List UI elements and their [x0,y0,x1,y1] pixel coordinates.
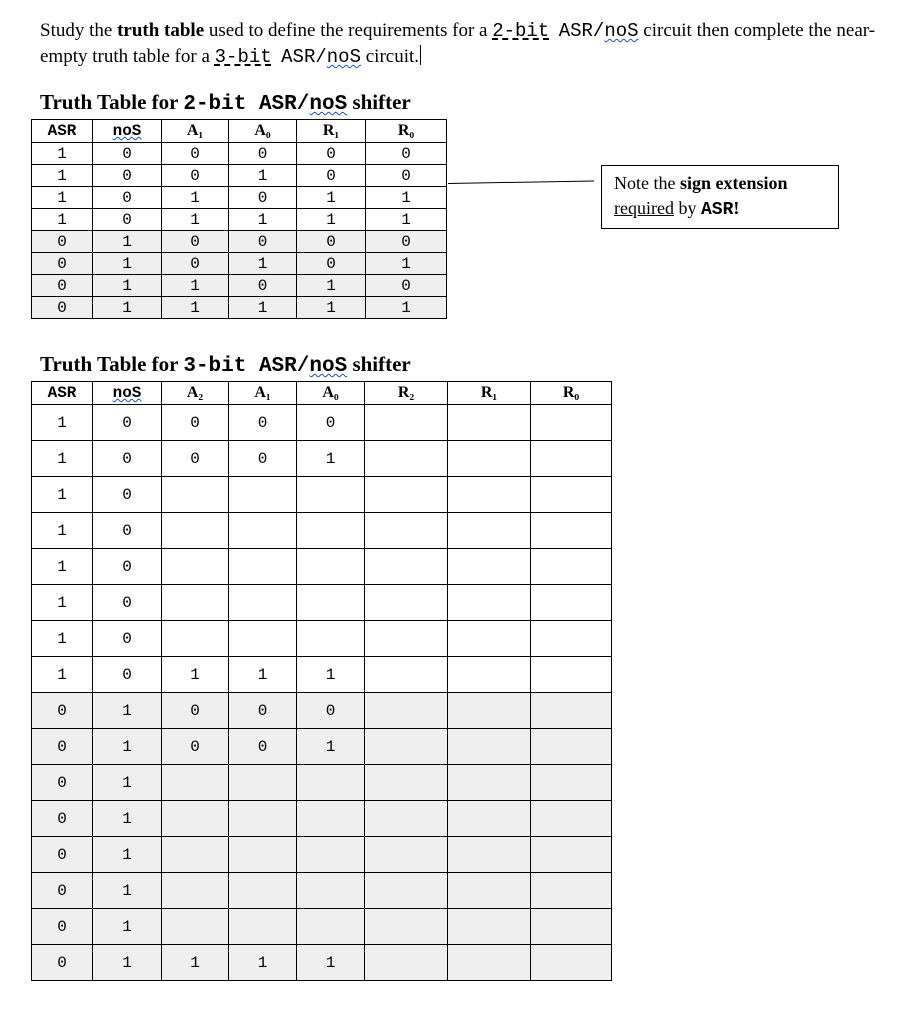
table-row [32,765,612,801]
table-cell: 0 [229,405,297,441]
table-cell: 1 [32,209,93,231]
table-cell[interactable] [448,729,531,765]
intro-code-3bit: 3-bit [214,46,272,68]
table-cell: 0 [32,873,93,909]
table-cell: 1 [297,209,366,231]
table-cell: 0 [32,945,93,981]
table-cell: 1 [93,729,162,765]
table2-title-suffix: shifter [347,90,411,114]
intro-text-2: used to define the requirements for a [204,20,493,41]
table-row [32,621,612,657]
truth-table-3bit [31,381,612,981]
table-cell[interactable] [162,621,229,657]
table-cell: 0 [93,513,162,549]
table-cell: 0 [229,729,297,765]
table-cell: 1 [32,549,93,585]
intro-text-1: Study the [40,20,118,41]
table-cell[interactable] [297,621,365,657]
table-cell: 1 [229,297,297,319]
table-cell[interactable] [162,549,229,585]
table-cell: 1 [162,945,229,981]
note-text-2: by [673,198,701,218]
table-row [32,729,612,765]
table-cell: 0 [93,143,162,165]
table-cell[interactable] [162,837,229,873]
table-row [32,873,612,909]
table-cell: 1 [366,253,447,275]
table-cell: 1 [93,873,162,909]
instructions-paragraph [40,18,890,70]
table-cell[interactable] [448,873,531,909]
table-cell[interactable] [365,585,448,621]
table-row [32,837,612,873]
table-cell[interactable] [297,837,365,873]
table-cell[interactable] [365,657,448,693]
table-cell: 0 [93,165,162,187]
table2-title [40,90,411,116]
table-cell[interactable] [448,945,531,981]
table-cell[interactable] [531,513,612,549]
table-cell[interactable] [162,513,229,549]
header-asr: ASR [32,382,93,405]
table-row [32,441,612,477]
table-cell[interactable] [531,801,612,837]
table-cell: 1 [297,187,366,209]
table-cell: 1 [32,477,93,513]
table3-title-code: 3-bit ASR/ [183,355,310,378]
table-cell: 1 [162,657,229,693]
table-cell: 0 [32,729,93,765]
table-cell: 0 [93,477,162,513]
table-cell[interactable] [448,837,531,873]
table-row [32,477,612,513]
table-cell: 1 [162,297,229,319]
table-cell: 1 [93,693,162,729]
table-cell[interactable] [531,477,612,513]
table-cell: 1 [93,945,162,981]
table-cell: 0 [366,231,447,253]
table-cell: 0 [32,909,93,945]
intro-code-asr-2: ASR/ [281,46,327,68]
intro-text-4: circuit. [360,46,420,67]
header-col-4: A₀ [297,382,365,405]
table-cell[interactable] [297,585,365,621]
table-cell: 1 [93,231,162,253]
table-cell[interactable] [448,513,531,549]
header-nos: noS [93,382,162,405]
table-cell: 0 [297,405,365,441]
table-cell[interactable] [297,801,365,837]
table-cell: 0 [229,187,297,209]
table-cell[interactable] [365,909,448,945]
intro-text-3: circuit then complete the near-empty truth table for a [40,20,876,67]
table-cell: 0 [93,441,162,477]
table-cell: 0 [93,187,162,209]
table-cell[interactable] [229,873,297,909]
table-cell: 1 [32,165,93,187]
table-cell[interactable] [365,945,448,981]
table-cell: 1 [229,253,297,275]
table-cell[interactable] [297,549,365,585]
table-row [32,549,612,585]
table-cell: 0 [32,253,93,275]
table-cell[interactable] [229,549,297,585]
table-cell: 0 [229,231,297,253]
table-cell: 0 [93,657,162,693]
header-col-3: A₀ [229,120,297,143]
intro-code-asr: ASR/ [558,20,605,42]
table-cell[interactable] [531,909,612,945]
intro-code-nos: noS [604,20,639,42]
intro-bold-truth-table: truth table [117,20,205,41]
header-asr: ASR [32,120,93,143]
table-cell: 1 [229,945,297,981]
table-cell: 1 [366,297,447,319]
table-cell[interactable] [162,909,229,945]
table-cell: 1 [297,275,366,297]
header-col-2: A₂ [162,382,229,405]
table-cell: 0 [93,549,162,585]
table-row [32,657,612,693]
table-cell: 1 [229,165,297,187]
table-row [32,585,612,621]
table-cell[interactable] [162,801,229,837]
table-cell[interactable] [531,945,612,981]
table-cell[interactable] [448,549,531,585]
table-cell: 1 [297,657,365,693]
table-cell[interactable] [365,837,448,873]
table-cell: 1 [162,209,229,231]
table-cell[interactable] [448,909,531,945]
table-cell[interactable] [531,693,612,729]
table-cell: 0 [229,275,297,297]
table-cell: 1 [32,585,93,621]
table-cell: 1 [366,187,447,209]
table-cell[interactable] [448,765,531,801]
table-cell[interactable] [448,441,531,477]
table-cell: 0 [162,253,229,275]
header-col-5: R₀ [366,120,447,143]
table-cell[interactable] [297,765,365,801]
table-cell: 1 [229,209,297,231]
table3-title [40,352,411,378]
table-cell: 1 [93,765,162,801]
table-cell[interactable] [531,441,612,477]
table-row [32,209,447,231]
table-cell[interactable] [365,765,448,801]
table-cell[interactable] [365,729,448,765]
table-cell: 1 [93,297,162,319]
table-cell[interactable] [531,765,612,801]
table-cell[interactable] [448,801,531,837]
table-cell: 1 [297,441,365,477]
table-cell[interactable] [531,621,612,657]
table-cell: 1 [229,657,297,693]
table-row [32,405,612,441]
table-cell[interactable] [162,585,229,621]
table-cell[interactable] [229,837,297,873]
table-cell[interactable] [448,405,531,441]
table-cell[interactable] [365,549,448,585]
callout-line [448,180,594,184]
table-row [32,513,612,549]
table-cell[interactable] [365,513,448,549]
table-cell[interactable] [531,585,612,621]
table-cell: 0 [32,231,93,253]
truth-table-2bit [31,119,447,319]
table-cell[interactable] [229,909,297,945]
table-row [32,801,612,837]
sign-extension-note [601,165,839,229]
table-cell: 1 [162,187,229,209]
intro-code-nos-2: noS [326,46,361,68]
table-cell: 0 [162,693,229,729]
intro-code-2bit: 2-bit [492,20,550,42]
table-cell[interactable] [531,837,612,873]
table-cell: 0 [32,837,93,873]
table-cell: 1 [162,275,229,297]
table-cell[interactable] [531,549,612,585]
table-cell: 1 [93,253,162,275]
table2-title-code: 2-bit ASR/ [183,93,310,116]
table-cell: 1 [32,657,93,693]
table-cell[interactable] [162,765,229,801]
table3-title-nos: noS [309,355,348,378]
table-cell: 1 [32,621,93,657]
table-cell[interactable] [365,405,448,441]
table-cell: 0 [366,165,447,187]
table-cell[interactable] [365,441,448,477]
table-cell: 1 [297,297,366,319]
table-cell: 1 [32,441,93,477]
table-cell: 0 [32,801,93,837]
table-cell[interactable] [162,873,229,909]
table-cell: 0 [297,693,365,729]
table-cell[interactable] [229,801,297,837]
table-cell[interactable] [229,513,297,549]
table-row [32,275,447,297]
table-cell[interactable] [448,477,531,513]
table3-title-suffix: shifter [347,352,411,376]
table-cell: 0 [297,231,366,253]
table-cell: 0 [229,143,297,165]
table-cell: 1 [297,945,365,981]
header-nos: noS [93,120,162,143]
header-col-4: R₁ [297,120,366,143]
table-cell[interactable] [448,693,531,729]
table-cell[interactable] [297,513,365,549]
table-cell: 0 [162,231,229,253]
table-cell: 0 [162,165,229,187]
table-cell[interactable] [365,693,448,729]
table-cell: 0 [93,405,162,441]
table-row [32,909,612,945]
table-cell[interactable] [229,477,297,513]
note-end: ! [733,198,740,218]
table-cell[interactable] [365,477,448,513]
table-cell: 1 [93,909,162,945]
table-cell: 0 [366,275,447,297]
table-cell: 1 [93,275,162,297]
table-cell[interactable] [531,873,612,909]
table-cell: 1 [32,187,93,209]
table-cell[interactable] [365,621,448,657]
table-row [32,297,447,319]
table-cell[interactable] [365,801,448,837]
table-row [32,253,447,275]
table-cell: 0 [93,585,162,621]
table-cell: 1 [93,801,162,837]
table-cell[interactable] [448,657,531,693]
table-cell[interactable] [448,621,531,657]
table2-title-nos: noS [309,93,348,116]
table-cell[interactable] [531,405,612,441]
table-cell: 0 [229,693,297,729]
table-cell: 0 [229,441,297,477]
table-cell: 1 [32,143,93,165]
header-col-3: A₁ [229,382,297,405]
table-cell[interactable] [229,621,297,657]
table-cell: 0 [32,275,93,297]
table-cell[interactable] [297,909,365,945]
table-row [32,231,447,253]
table-cell[interactable] [531,729,612,765]
text-cursor[interactable] [420,45,421,65]
table-cell: 1 [32,405,93,441]
table-cell[interactable] [531,657,612,693]
table-cell: 0 [32,297,93,319]
table-cell: 0 [93,209,162,231]
table-cell[interactable] [448,585,531,621]
table-cell: 0 [93,621,162,657]
table2-title-prefix: Truth Table for [40,90,184,114]
table-row [32,945,612,981]
table-row [32,143,447,165]
table-cell: 1 [366,209,447,231]
note-underlined: required [614,198,674,218]
table-cell: 0 [32,693,93,729]
header-col-6: R₁ [448,382,531,405]
table-cell: 0 [297,165,366,187]
table-cell: 0 [366,143,447,165]
table-cell: 1 [32,513,93,549]
table-cell: 1 [297,729,365,765]
table-cell[interactable] [365,873,448,909]
table-cell: 0 [162,405,229,441]
table-cell[interactable] [162,477,229,513]
table-cell: 0 [162,143,229,165]
note-text-1: Note the [614,173,680,193]
table-cell: 0 [32,765,93,801]
table-cell[interactable] [229,585,297,621]
table-cell: 0 [297,253,366,275]
table-cell: 0 [297,143,366,165]
header-col-7: R₀ [531,382,612,405]
table-cell: 1 [93,837,162,873]
table-row [32,165,447,187]
note-code-asr: ASR [700,200,734,220]
note-bold: sign extension [679,173,788,193]
table-cell: 0 [162,729,229,765]
table3-title-prefix: Truth Table for [40,352,184,376]
header-col-5: R₂ [365,382,448,405]
table-row [32,187,447,209]
header-col-2: A₁ [162,120,229,143]
table-row [32,693,612,729]
table-cell[interactable] [297,873,365,909]
table-cell: 0 [162,441,229,477]
table-cell[interactable] [229,765,297,801]
table-cell[interactable] [297,477,365,513]
